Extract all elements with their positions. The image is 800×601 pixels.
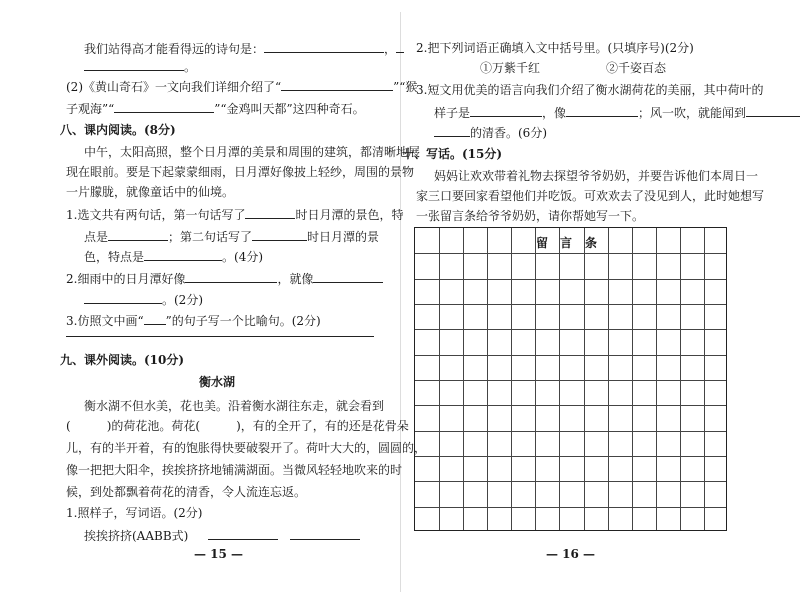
grid-row-line xyxy=(415,355,726,356)
grid-column-line xyxy=(463,228,464,530)
passage-8-line: 现在眼前。要是下起蒙蒙细雨，日月潭好像披上轻纱，周围的景物 xyxy=(66,165,415,179)
answer-blank[interactable] xyxy=(114,100,214,113)
writing-prompt-line: 家三口要回家看望他们并吃饭。可欢欢去了没见到人，此时她想写 xyxy=(416,189,765,203)
question-8-3: 3.仿照文中画“ ”的句子写一个比喻句。(2分) xyxy=(66,314,321,328)
grid-row-line xyxy=(415,279,726,280)
grid-title-char: 条 xyxy=(585,236,598,250)
grid-row-line xyxy=(415,405,726,406)
high-poem-question: 我们站得高才能看得远的诗句是： ， xyxy=(84,40,404,57)
grid-row-line xyxy=(415,304,726,305)
grid-column-line xyxy=(439,228,440,530)
passage-9-line: 儿，有的半开着，有的饱胀得快要破裂开了。荷叶大大的，圆圆的， xyxy=(66,441,427,455)
question-9-3-cont: 样子是 ，像 ；风一吹，就能闻到 xyxy=(434,104,800,121)
answer-blank[interactable] xyxy=(746,104,800,117)
answer-blank[interactable] xyxy=(290,527,360,540)
section-8-title: 八、课内阅读。(8分) xyxy=(60,123,176,137)
option-2: ②千姿百态 xyxy=(606,61,667,75)
grid-column-line xyxy=(704,228,705,530)
grid-title-char: 言 xyxy=(560,236,573,250)
section-10-title: 十、写话。(15分) xyxy=(402,147,503,161)
answer-blank[interactable] xyxy=(208,527,278,540)
huangshan-question-cont: 子观海”“ ”“金鸡叫天都”这四种奇石。 xyxy=(66,102,365,116)
grid-row-line xyxy=(415,481,726,482)
grid-row-line xyxy=(415,380,726,381)
question-8-1-cont: 色，特点是 。(4分) xyxy=(84,250,264,264)
answer-blank[interactable] xyxy=(470,104,542,117)
passage-9-line: 像一把把大阳伞，挨挨挤挤地铺满湖面。当微风轻轻地吹来的时 xyxy=(66,463,403,477)
question-8-1-cont: 点是 ；第二句话写了 时日月潭的景 xyxy=(84,230,380,244)
passage-9-line: ( )的荷花池。荷花( )，有的全开了，有的还是花骨朵 xyxy=(66,419,409,433)
answer-blank[interactable] xyxy=(313,270,383,283)
grid-row-line xyxy=(415,329,726,330)
answer-blank[interactable] xyxy=(84,58,184,71)
question-9-3: 3.短文用优美的语言向我们介绍了衡水湖荷花的美丽，其中荷叶的 xyxy=(416,83,764,97)
answer-line: 。 xyxy=(84,58,196,75)
passage-9-title: 衡水湖 xyxy=(199,375,236,389)
grid-column-line xyxy=(680,228,681,530)
page-number: — 15 — xyxy=(194,547,244,561)
answer-blank[interactable] xyxy=(264,40,384,53)
question-8-2-cont: 。(2分) xyxy=(84,291,203,308)
grid-column-line xyxy=(608,228,609,530)
writing-prompt-line: 一张留言条给爷爷奶奶，请你帮她写一下。 xyxy=(416,209,645,223)
grid-row-line xyxy=(415,253,726,254)
passage-8-line: 一片朦胧，就像童话中的仙境。 xyxy=(66,185,235,199)
page-number: — 16 — xyxy=(546,547,596,561)
answer-blank[interactable] xyxy=(281,78,393,91)
underline-sample xyxy=(144,312,166,325)
answer-blank[interactable] xyxy=(185,270,277,283)
grid-column-line xyxy=(511,228,512,530)
question-9-3-cont: 的清香。(6分) xyxy=(434,124,547,141)
question-9-1: 1.照样子，写词语。(2分) xyxy=(66,506,203,520)
answer-blank[interactable] xyxy=(566,104,638,117)
question-9-2: 2.把下列词语正确填入文中括号里。(只填序号)(2分) xyxy=(416,41,694,55)
answer-blank[interactable] xyxy=(252,228,307,241)
grid-column-line xyxy=(559,228,560,530)
page-fold-divider xyxy=(400,12,401,592)
grid-column-line xyxy=(656,228,657,530)
grid-title-char: 留 xyxy=(536,236,549,250)
grid-column-line xyxy=(632,228,633,530)
answer-blank[interactable] xyxy=(144,248,222,261)
grid-column-line xyxy=(487,228,488,530)
grid-row-line xyxy=(415,507,726,508)
question-8-1: 1.选文共有两句话，第一句话写了 时日月潭的景色，特 xyxy=(66,208,404,222)
huangshan-question: (2)《黄山奇石》一文向我们详细介绍了“ ”“猴 xyxy=(66,80,418,94)
writing-grid[interactable] xyxy=(414,227,727,531)
question-8-2: 2.细雨中的日月潭好像 ，就像 xyxy=(66,270,383,287)
passage-8-line: 中午，太阳高照，整个日月潭的美景和周围的建筑，都清晰地展 xyxy=(84,145,421,159)
answer-blank[interactable] xyxy=(84,291,162,304)
answer-blank[interactable] xyxy=(396,40,404,53)
grid-column-line xyxy=(535,228,536,530)
writing-prompt-line: 妈妈让欢欢带着礼物去探望爷爷奶奶，并要告诉他们本周日一 xyxy=(434,169,759,183)
option-1: ①万紫千红 xyxy=(480,61,541,75)
grid-row-line xyxy=(415,456,726,457)
grid-row-line xyxy=(415,431,726,432)
passage-9-line: 衡水湖不但水美，花也美。沿着衡水湖往东走，就会看到 xyxy=(84,399,385,413)
answer-blank[interactable] xyxy=(434,124,470,137)
answer-blank[interactable] xyxy=(108,228,168,241)
answer-blank[interactable] xyxy=(245,206,295,219)
question-9-1-example: 挨挨挤挤(AABB式) xyxy=(84,527,360,544)
answer-line[interactable] xyxy=(66,336,374,337)
passage-9-line: 候，到处都飘着荷花的清香，令人流连忘返。 xyxy=(66,485,307,499)
grid-column-line xyxy=(584,228,585,530)
section-9-title: 九、课外阅读。(10分) xyxy=(60,353,185,367)
